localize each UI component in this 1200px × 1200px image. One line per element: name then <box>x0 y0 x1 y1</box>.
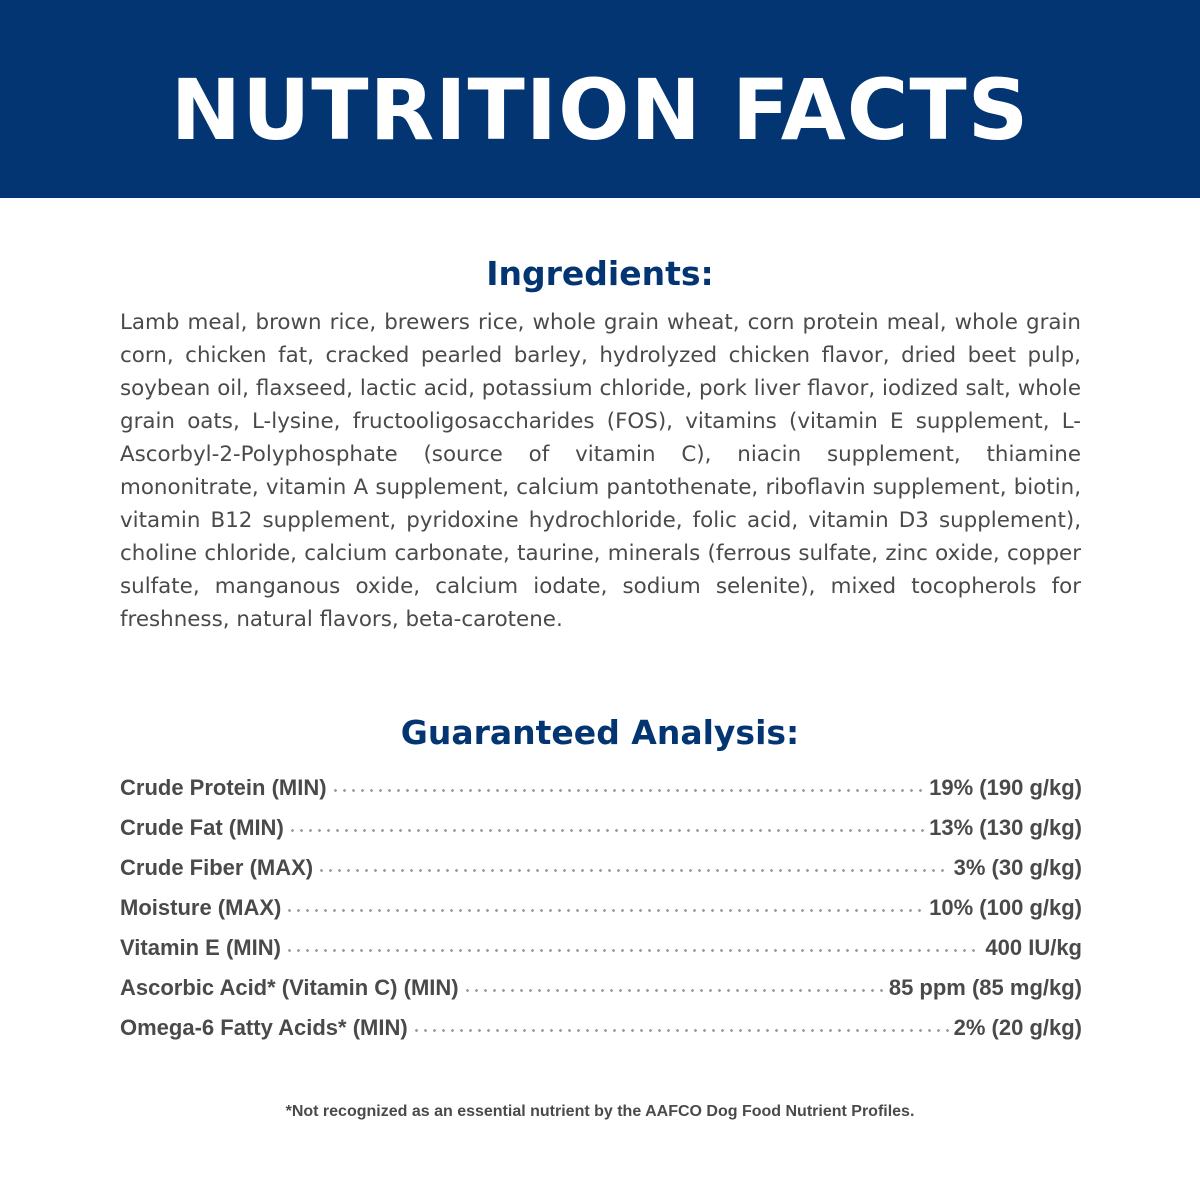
analysis-value: 13% (130 g/kg) <box>929 815 1082 840</box>
dot-leader <box>331 789 926 792</box>
analysis-row <box>120 970 1082 1010</box>
dot-leader <box>285 909 925 912</box>
dot-leader <box>288 829 925 832</box>
analysis-row <box>120 890 1082 930</box>
analysis-row <box>120 1010 1082 1050</box>
ingredients-list-text: Lamb meal, brown rice, brewers rice, whole grain wheat, corn protein meal, whole grain corn, chicken fat, cracked pearled barley, hydrolyzed chicken flavor, dried beet pulp, soybean oil, flaxseed, lactic acid, potassium chloride, pork liver flavor, iodized salt, whole grain oats, L-lysine, fructooligosaccharides (FOS), vitamins (vitamin E supplement, L-Ascorbyl-2-Polyphosphate (source of vitamin C), niacin supplement, thiamine mononitrate, vitamin A supplement, calcium pantothenate, riboflavin supplement, biotin, vitamin B12 supplement, pyridoxine hydrochloride, folic acid, vitamin D3 supplement), choline chloride, calcium carbonate, taurine, minerals (ferrous sulfate, zinc oxide, copper sulfate, manganous oxide, calcium iodate, sodium selenite), mixed tocopherols for freshness, natural flavors, beta-carotene. <box>120 310 1081 632</box>
analysis-label: Moisture (MAX) <box>120 895 282 920</box>
analysis-label: Ascorbic Acid* (Vitamin C) (MIN) <box>120 975 459 1000</box>
analysis-value: 19% (190 g/kg) <box>929 775 1082 800</box>
dot-leader <box>463 989 885 992</box>
dot-leader <box>285 949 981 952</box>
analysis-value: 400 IU/kg <box>985 935 1082 960</box>
ingredients-heading: Ingredients: <box>486 254 714 293</box>
analysis-label: Crude Fat (MIN) <box>120 815 284 840</box>
guaranteed-analysis-heading: Guaranteed Analysis: <box>400 713 800 752</box>
header-banner <box>0 0 1200 198</box>
analysis-value: 85 ppm (85 mg/kg) <box>888 975 1082 1000</box>
analysis-row <box>120 770 1082 810</box>
guaranteed-analysis-table <box>120 770 1082 1050</box>
analysis-value: 3% (30 g/kg) <box>953 855 1082 880</box>
analysis-row <box>120 930 1082 970</box>
analysis-label: Omega-6 Fatty Acids* (MIN) <box>120 1015 408 1040</box>
dot-leader <box>317 869 950 872</box>
analysis-label: Crude Fiber (MAX) <box>120 855 314 880</box>
footnote: *Not recognized as an essential nutrient by the AAFCO Dog Food Nutrient Profiles. <box>285 1103 915 1120</box>
analysis-label: Crude Protein (MIN) <box>120 775 327 800</box>
analysis-value: 10% (100 g/kg) <box>929 895 1082 920</box>
dot-leader <box>412 1029 950 1032</box>
page-title: NUTRITION FACTS <box>170 61 1030 159</box>
analysis-row <box>120 810 1082 850</box>
analysis-label: Vitamin E (MIN) <box>120 935 281 960</box>
analysis-value: 2% (20 g/kg) <box>953 1015 1082 1040</box>
analysis-row <box>120 850 1082 890</box>
